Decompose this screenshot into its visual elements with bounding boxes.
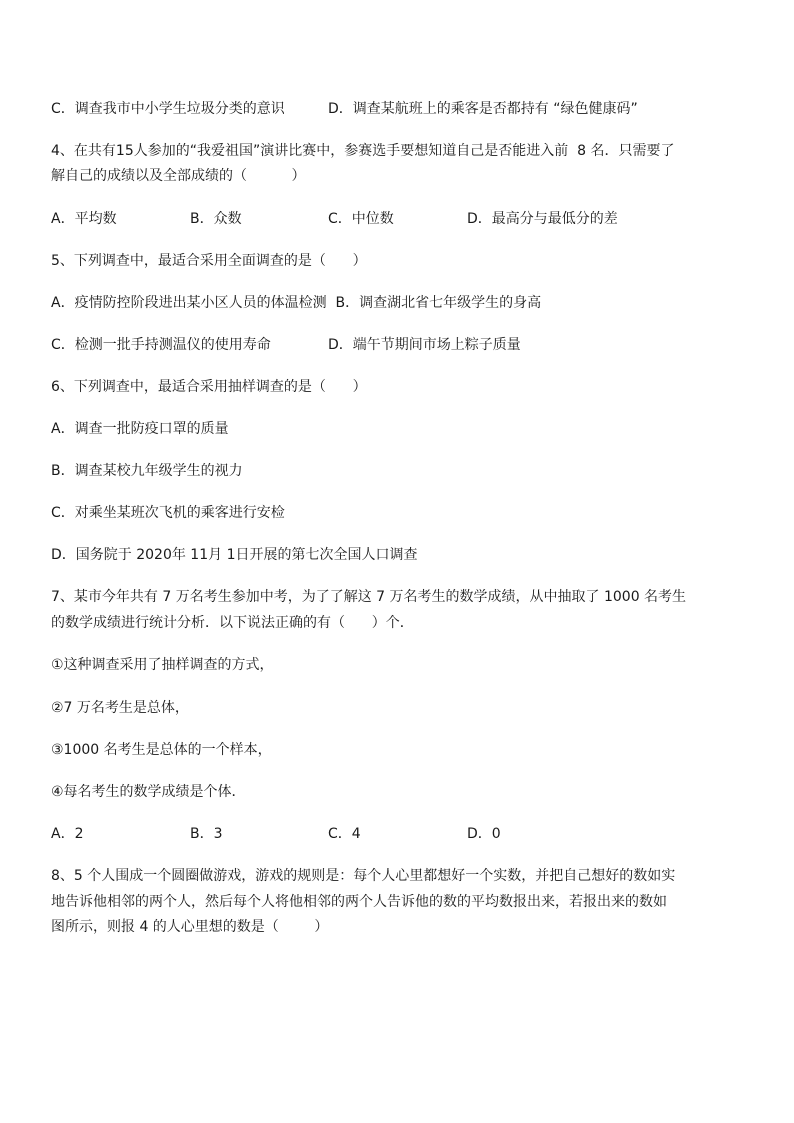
q4-stem-line1: 4、在共有15人参加的“我爱祖国”演讲比赛中，参赛选手要想知道自己是否能进入前 8 名．只需要了 [51,143,675,159]
q8-stem-line1: 8、5 个人围成一个圆圈做游戏，游戏的规则是：每个人心里都想好一个实数，并把自己想好的数如实 [51,868,676,884]
q5-option-d: D．端午节期间市场上粽子质量 [328,337,521,353]
q3-option-c: C．调查我市中小学生垃圾分类的意识 [51,101,285,117]
q7-stem-line2: 的数学成绩进行统计分析．以下说法正确的有（ ）个． [51,615,414,631]
q7-statement-1: ①这种调查采用了抽样调查的方式， [51,657,274,673]
q4-option-d: D．最高分与最低分的差 [467,211,618,227]
q7-stem-line1: 7、某市今年共有 7 万名考生参加中考，为了了解这 7 万名考生的数学成绩，从中抽取了 1000 名考生 [51,589,687,605]
q7-option-a: A．2 [51,826,84,842]
q4-stem-line2: 解自己的成绩以及全部成绩的（ ） [51,168,306,184]
q8-stem-line2: 地告诉他相邻的两个人，然后每个人将他相邻的两个人告诉他的数的平均数报出来，若报出来的数如 [51,894,667,910]
q6-stem: 6、下列调查中，最适合采用抽样调查的是（ ） [51,379,367,395]
q4-option-a: A．平均数 [51,211,117,227]
q5-stem: 5、下列调查中，最适合采用全面调查的是（ ） [51,253,367,269]
q5-option-c: C．检测一批手持测温仪的使用寿命 [51,337,271,353]
q7-option-c: C．4 [328,826,361,842]
q4-option-c: C．中位数 [328,211,394,227]
q5-option-ab: A．疫情防控阶段进出某小区人员的体温检测 B．调查湖北省七年级学生的身高 [51,295,542,311]
q3-option-d: D．调查某航班上的乘客是否都持有 “绿色健康码” [328,101,638,117]
q4-option-b: B．众数 [190,211,242,227]
q6-option-c: C．对乘坐某班次飞机的乘客进行安检 [51,505,285,521]
q7-option-b: B．3 [190,826,223,842]
q6-option-b: B．调查某校九年级学生的视力 [51,463,243,479]
q7-option-d: D．0 [467,826,501,842]
q8-stem-line3: 图所示，则报 4 的人心里想的数是（ ） [51,919,329,935]
q7-statement-4: ④每名考生的数学成绩是个体． [51,784,246,800]
q6-option-a: A．调查一批防疫口罩的质量 [51,421,229,437]
q6-option-d: D．国务院于 2020年 11月 1日开展的第七次全国人口调查 [51,547,418,563]
q7-statement-3: ③1000 名考生是总体的一个样本， [51,742,272,758]
q7-statement-2: ②7 万名考生是总体， [51,700,189,716]
